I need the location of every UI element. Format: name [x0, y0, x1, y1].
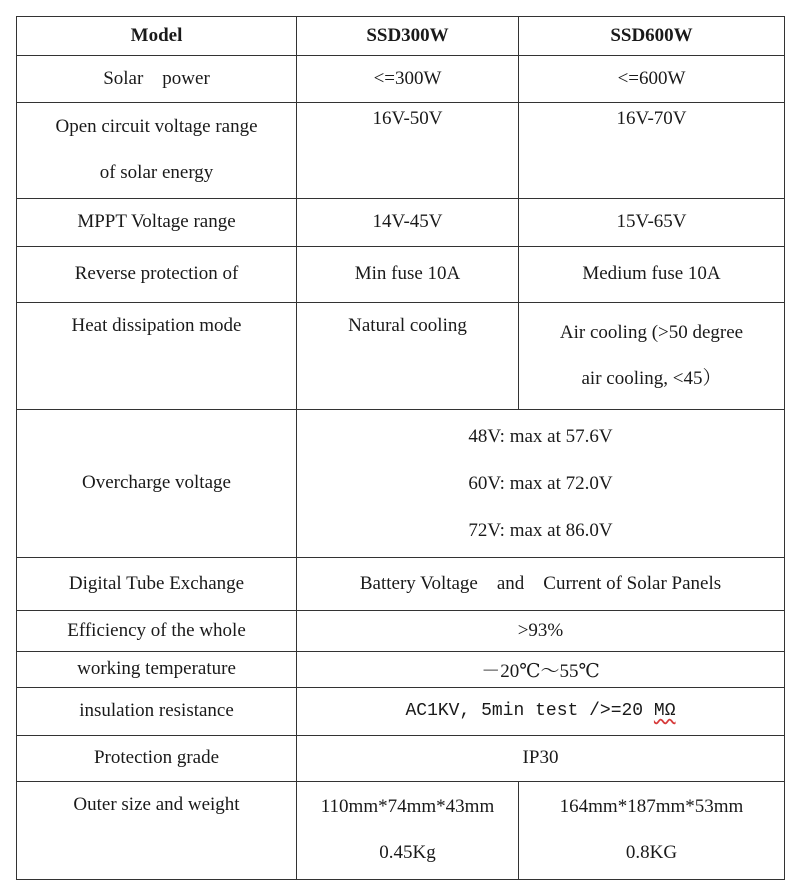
insulation-label: insulation resistance	[17, 688, 297, 735]
overcharge-line3: 72V: max at 86.0V	[468, 519, 613, 541]
open-circuit-label-line1: Open circuit voltage range	[55, 116, 258, 138]
heat-label: Heat dissipation mode	[17, 302, 297, 409]
outer-300-line2: 0.45Kg	[379, 842, 436, 864]
mppt-600: 15V-65V	[519, 198, 785, 246]
row-reverse	[17, 247, 785, 303]
efficiency-value: >93%	[297, 611, 785, 651]
row-efficiency	[17, 611, 785, 651]
spec-table	[16, 16, 785, 880]
digital-tube-value: Battery Voltage and Current of Solar Panels	[297, 557, 785, 610]
solar-power-600: <=600W	[519, 56, 785, 102]
outer-600	[519, 781, 785, 879]
heat-600-line1: Air cooling (>50 degree	[559, 321, 744, 343]
digital-tube-label: Digital Tube Exchange	[17, 557, 297, 610]
row-protection	[17, 735, 785, 781]
row-working-temp	[17, 651, 785, 687]
overcharge-line2: 60V: max at 72.0V	[468, 472, 613, 494]
header-ssd300w: SSD300W	[297, 17, 519, 56]
mppt-300: 14V-45V	[297, 198, 519, 246]
outer-600-line1: 164mm*187mm*53mm	[559, 796, 744, 818]
header-row	[17, 17, 785, 56]
reverse-label: Reverse protection of	[17, 247, 297, 303]
solar-power-label: Solar power	[17, 56, 297, 102]
row-digital-tube	[17, 557, 785, 610]
solar-power-300: <=300W	[297, 56, 519, 102]
row-open-circuit	[17, 102, 785, 198]
heat-300: Natural cooling	[297, 302, 519, 409]
insulation-value	[297, 688, 785, 735]
row-heat	[17, 302, 785, 409]
row-solar-power	[17, 56, 785, 102]
reverse-300: Min fuse 10A	[297, 247, 519, 303]
protection-label: Protection grade	[17, 735, 297, 781]
reverse-600: Medium fuse 10A	[519, 247, 785, 303]
heat-600-line2: air cooling, <45）	[581, 367, 722, 389]
insulation-value-text: AC1KV, 5min test />=20	[405, 701, 654, 722]
open-circuit-600: 16V-70V	[519, 102, 785, 198]
row-insulation	[17, 688, 785, 735]
heat-600	[519, 302, 785, 409]
outer-300-line1: 110mm*74mm*43mm	[320, 796, 495, 818]
overcharge-label: Overcharge voltage	[17, 409, 297, 557]
header-ssd600w: SSD600W	[519, 17, 785, 56]
open-circuit-label-line2: of solar energy	[99, 162, 214, 184]
open-circuit-label	[17, 102, 297, 198]
working-temp-label: working temperature	[17, 651, 297, 687]
working-temp-value: －20℃～55℃	[297, 651, 785, 687]
row-overcharge	[17, 409, 785, 557]
overcharge-line1: 48V: max at 57.6V	[468, 425, 613, 447]
row-mppt	[17, 198, 785, 246]
protection-value: IP30	[297, 735, 785, 781]
outer-300	[297, 781, 519, 879]
efficiency-label: Efficiency of the whole	[17, 611, 297, 651]
header-model: Model	[17, 17, 297, 56]
insulation-unit: MΩ	[653, 701, 676, 722]
mppt-label: MPPT Voltage range	[17, 198, 297, 246]
outer-label: Outer size and weight	[17, 781, 297, 879]
overcharge-values	[297, 409, 785, 557]
open-circuit-300: 16V-50V	[297, 102, 519, 198]
outer-600-line2: 0.8KG	[625, 842, 678, 864]
row-outer	[17, 781, 785, 879]
